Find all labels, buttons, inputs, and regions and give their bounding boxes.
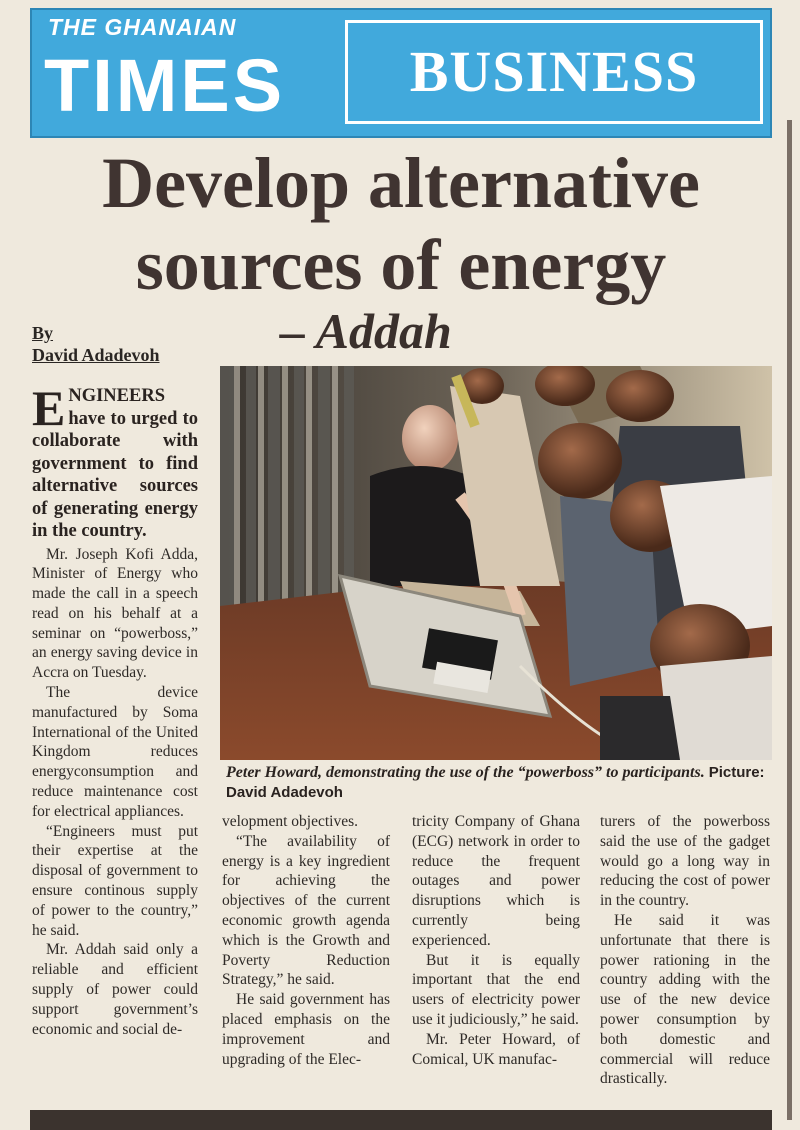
paragraph: He said it was unfortunate that there is power rationing in the country adding with the use of the new device power consumption by both domestic and commercial will reduce drastically.: [600, 911, 770, 1088]
paragraph: Mr. Peter Howard, of Comical, UK manufac-: [412, 1030, 580, 1068]
caption-text: Peter Howard, demonstrating the use of the “powerboss” to participants.: [226, 764, 705, 781]
paragraph: turers of the powerboss said the use of the gadget would go a long way in reducing the cost of power in the country.: [600, 813, 770, 910]
article-photo: [220, 366, 772, 760]
article-column-4: [600, 812, 770, 1089]
headline-attribution: – Addah: [280, 303, 452, 359]
headline-line-2: sources of energy: [135, 225, 667, 305]
paragraph: “Engineers must put their expertise at the disposal of government to ensure continous supply of power to the country,” he said.: [32, 822, 198, 939]
publication-name-small: THE GHANAIAN: [48, 14, 237, 40]
lead-paragraph: [32, 380, 198, 543]
paragraph: He said government has placed emphasis on the improvement and upgrading of the Elec-: [222, 991, 390, 1068]
masthead: [30, 8, 772, 138]
bottom-band: [30, 1110, 772, 1130]
paragraph: The device manufactured by Soma International of the United Kingdom reduces energyconsumption and reduce maintenance cost for electrical appliances.: [32, 684, 198, 820]
byline-by: By: [32, 323, 54, 343]
article-column-1: [32, 380, 198, 1039]
headline: [30, 142, 772, 306]
photo-caption: [226, 763, 772, 803]
section-box: [345, 20, 763, 124]
paragraph: velopment objectives.: [222, 813, 359, 830]
paragraph: Mr. Joseph Kofi Adda, Minister of Energy who made the call in a speech read on his behalf at a seminar on “powerboss,” an energy saving device in Accra on Tuesday.: [32, 545, 198, 682]
drop-cap: E: [32, 380, 66, 436]
paragraph: But it is equally important that the end users of electricity power use it judiciously,” he said.: [412, 951, 580, 1028]
lead-text: NGINEERS have to urged to collaborate with government to find alternative sources of generating energy in the country.: [32, 386, 198, 541]
byline: [32, 322, 160, 366]
paragraph: tricity Company of Ghana (ECG) network in order to reduce the frequent outages and power disruptions which is currently being experienced.: [412, 813, 580, 949]
article-column-3: [412, 812, 580, 1069]
section-label: BUSINESS: [409, 39, 699, 104]
paragraph: “The availability of energy is a key ingredient for achieving the objectives of the current economic growth agenda which is the Growth and Poverty Reduction Strategy,” he said.: [222, 832, 390, 989]
publication-name-large: TIMES: [44, 44, 286, 127]
headline-line-1: Develop alternative: [102, 143, 700, 223]
photo-illustration: [220, 366, 772, 760]
byline-author: David Adadevoh: [32, 345, 160, 365]
article-column-2: [222, 812, 390, 1069]
photo-credit: Picture: David Adadevoh: [226, 764, 765, 801]
page-edge-rule: [787, 120, 792, 1120]
paragraph: Mr. Addah said only a reliable and efficient supply of power could support government’s economic and social de-: [32, 941, 198, 1038]
